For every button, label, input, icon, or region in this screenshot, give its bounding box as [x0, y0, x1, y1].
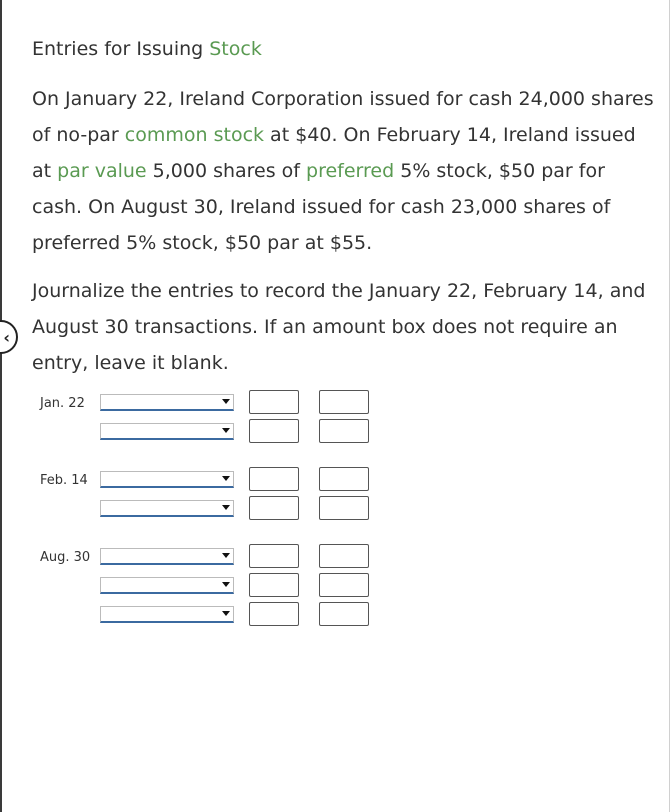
dropdown-arrow-icon	[222, 611, 230, 616]
dropdown-arrow-icon	[222, 476, 230, 481]
chevron-left-icon: ‹	[3, 327, 10, 347]
debit-amount-input[interactable]	[249, 390, 299, 414]
credit-amount-input[interactable]	[319, 496, 369, 520]
account-select[interactable]	[100, 500, 234, 517]
entry-date-label: Aug. 30	[40, 550, 91, 565]
dropdown-arrow-icon	[222, 428, 230, 433]
stock-link[interactable]: Stock	[209, 38, 262, 60]
account-select[interactable]	[100, 471, 234, 488]
page-title	[32, 38, 262, 60]
entry-date-label: Feb. 14	[40, 473, 88, 488]
instructions: Journalize the entries to record the January 22, February 14, and August 30 transactions. If an amount box does not require an entry, leave it blank.	[32, 280, 646, 374]
credit-amount-input[interactable]	[319, 544, 369, 568]
credit-amount-input[interactable]	[319, 602, 369, 626]
debit-amount-input[interactable]	[249, 496, 299, 520]
debit-amount-input[interactable]	[249, 573, 299, 597]
preferred-link[interactable]: preferred	[306, 160, 395, 182]
account-select[interactable]	[100, 548, 234, 565]
credit-amount-input[interactable]	[319, 419, 369, 443]
debit-amount-input[interactable]	[249, 544, 299, 568]
dropdown-arrow-icon	[222, 399, 230, 404]
desc-text-4: 5% stock, $50 par for cash. On August 30, Ireland issued for cash 23,000 shares of preferred 5% stock, $50 par at $55.	[32, 160, 611, 254]
debit-amount-input[interactable]	[249, 602, 299, 626]
account-select[interactable]	[100, 606, 234, 623]
account-select[interactable]	[100, 394, 234, 411]
par-value-link[interactable]: par value	[57, 160, 147, 182]
collapse-handle-button[interactable]	[0, 320, 18, 354]
account-select[interactable]	[100, 423, 234, 440]
desc-text-1: On January 22, Ireland Corporation issued for cash 24,000 shares of no-par	[32, 88, 654, 146]
credit-amount-input[interactable]	[319, 573, 369, 597]
credit-amount-input[interactable]	[319, 467, 369, 491]
title-text: Entries for Issuing	[32, 38, 210, 60]
common-stock-link[interactable]: common stock	[124, 124, 265, 146]
desc-text-2: at $40. On February 14, Ireland issued at	[32, 124, 636, 182]
account-select[interactable]	[100, 577, 234, 594]
dropdown-arrow-icon	[222, 582, 230, 587]
debit-amount-input[interactable]	[249, 467, 299, 491]
credit-amount-input[interactable]	[319, 390, 369, 414]
debit-amount-input[interactable]	[249, 419, 299, 443]
left-border	[0, 0, 2, 812]
dropdown-arrow-icon	[222, 553, 230, 558]
problem-description	[32, 81, 657, 261]
dropdown-arrow-icon	[222, 505, 230, 510]
desc-text-3: 5,000 shares of	[146, 160, 307, 182]
entry-date-label: Jan. 22	[40, 396, 85, 411]
